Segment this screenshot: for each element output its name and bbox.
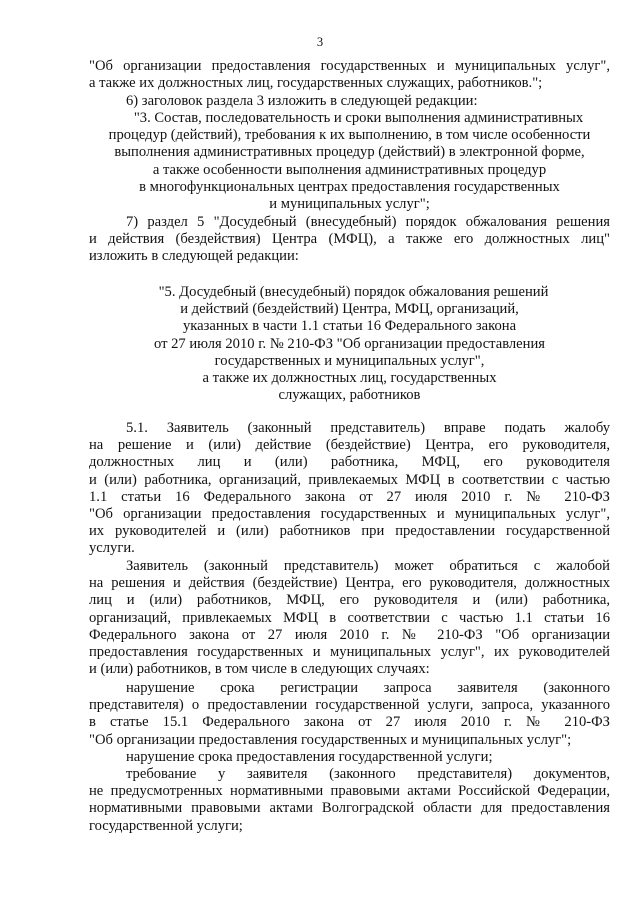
text-line: от 27 июля 2010 г. № 210-ФЗ "Об организации предоставления [154, 335, 545, 352]
text-line: выполнения административных процедур (действий) в электронной форме, [114, 144, 585, 161]
text-line: а также их должностных лиц, государственных [202, 370, 497, 387]
text-line: Заявитель (законный представитель) может обратиться с жалобой [126, 558, 610, 574]
text-line: "Об организации предоставления государственных и муниципальных услуг"; [89, 731, 572, 748]
applicant-paragraph [89, 558, 610, 678]
text-line: представителя) о предоставлении государственной услуги, запроса, указанного [89, 697, 610, 714]
text-line: должностных лиц и (или) работника, МФЦ, его руководителя [89, 454, 610, 471]
text-line: а также особенности выполнения административных процедур [152, 161, 547, 178]
text-line: 1.1 статьи 16 Федерального закона от 27 июля 2010 г. № 210-ФЗ [89, 488, 610, 505]
text-line: нарушение срока регистрации запроса заявителя (законного [126, 680, 610, 696]
case-documents-requirement [89, 766, 610, 835]
text-line: 6) заголовок раздела 3 изложить в следующей редакции: [126, 93, 478, 109]
text-line: "Об организации предоставления государственных и муниципальных услуг", [89, 506, 610, 523]
text-line: и (или) работника, организаций, привлекаемых МФЦ в соответствии с частью [89, 471, 610, 488]
text-line: услуги. [89, 540, 135, 557]
case-deadline-violation [89, 749, 610, 766]
text-line: в статье 15.1 Федерального закона от 27 июля 2010 г. № 210-ФЗ [89, 714, 610, 731]
text-line: служащих, работников [278, 387, 421, 404]
item-6 [89, 93, 610, 110]
text-line: государственных и муниципальных услуг", [214, 352, 485, 369]
case-registration-violation [89, 680, 610, 749]
page-number: 3 [316, 35, 324, 49]
text-line: предоставления государственных и муниципальных услуг", их руководителей [89, 644, 610, 661]
text-line: на решения и действия (бездействие) Центра, его руководителя, должностных [89, 575, 610, 592]
text-line: "3. Состав, последовательность и сроки выполнения административных [133, 110, 584, 126]
text-line: изложить в следующей редакции: [89, 248, 299, 265]
text-line: не предусмотренных нормативными правовыми актами Российской Федерации, [89, 783, 610, 800]
text-line: "Об организации предоставления государственных и муниципальных услуг", [89, 58, 610, 74]
text-line: организаций, привлекаемых МФЦ в соответствии с частью 1.1 статьи 16 [89, 609, 610, 626]
section-5-heading [89, 284, 610, 404]
text-line: и (или) работников, в том числе в следующих случаях: [89, 661, 430, 678]
text-line: государственной услуги; [89, 817, 243, 834]
continuation-paragraph [89, 58, 610, 92]
section-3-heading [89, 110, 610, 213]
item-7 [89, 214, 610, 266]
text-line: а также их должностных лиц, государственных служащих, работников."; [89, 75, 543, 92]
text-line: нарушение срока предоставления государственной услуги; [126, 749, 493, 765]
text-line: нормативными правовыми актами Волгоградской области для предоставления [89, 800, 610, 817]
text-line: их руководителей и (или) работников при предоставлении государственной [89, 523, 610, 540]
paragraph-5-1 [89, 420, 610, 558]
text-line: Федерального закона от 27 июля 2010 г. № 210-ФЗ "Об организации [89, 626, 610, 643]
text-line: процедур (действий), требования к их выполнению, в том числе особенности [108, 127, 591, 144]
text-line: и действия (бездействия) Центра (МФЦ), а также его должностных лиц" [89, 231, 610, 248]
text-line: требование у заявителя (законного представителя) документов, [126, 766, 610, 782]
text-line: "5. Досудебный (внесудебный) порядок обжалования решений [158, 284, 549, 300]
text-line: указанных в части 1.1 статьи 16 Федерального закона [182, 318, 517, 335]
text-line: в многофункциональных центрах предоставления государственных [139, 178, 560, 195]
text-line: на решение и (или) действие (бездействие) Центра, его руководителя, [89, 437, 610, 454]
text-line: лиц и (или) работников, МФЦ, его руководителя и (или) работника, [89, 592, 610, 609]
text-line: и муниципальных услуг"; [269, 196, 430, 213]
text-line: 7) раздел 5 "Досудебный (внесудебный) порядок обжалования решения [126, 214, 610, 230]
text-line: 5.1. Заявитель (законный представитель) вправе подать жалобу [126, 420, 610, 436]
text-line: и действий (бездействий) Центра, МФЦ, организаций, [180, 301, 519, 318]
